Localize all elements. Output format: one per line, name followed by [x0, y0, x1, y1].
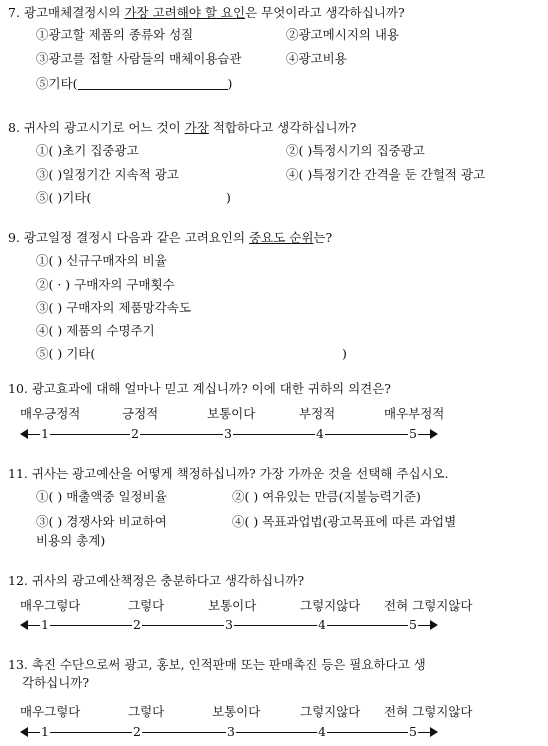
question-10-title: 10. 광고효과에 대해 얼마나 믿고 계십니까? 이에 대한 귀하의 의견은? — [8, 381, 391, 396]
scale-point-4[interactable]: 4 — [318, 724, 326, 739]
question-8-option-2[interactable]: ②( )특정시기의 집중광고 — [286, 143, 425, 158]
left-arrow-icon — [20, 727, 28, 737]
right-arrow-icon — [430, 620, 438, 630]
scale-point-4[interactable]: 4 — [318, 617, 326, 632]
question-9-option-5[interactable]: ⑤( ) 기타( — [36, 346, 96, 361]
scale-point-2[interactable]: 2 — [133, 724, 141, 739]
question-13 — [8, 656, 540, 692]
left-arrow-icon — [20, 429, 28, 439]
question-11-option-1[interactable]: ①( ) 매출액중 일정비율 — [36, 489, 167, 504]
question-11-option-3[interactable]: ③( ) 경쟁사와 비교하여 — [36, 514, 167, 529]
scale-point-2[interactable]: 2 — [133, 617, 141, 632]
question-8-option-5[interactable]: ⑤( )기타( — [36, 190, 92, 205]
scale-label-1: 매우그렇다 — [20, 598, 81, 613]
scale-label-5: 전혀 그렇지않다 — [384, 598, 473, 613]
question-11-title: 11. 귀사는 광고예산을 어떻게 책정하십니까? 가장 가까운 것을 선택해 주십시오. — [8, 466, 449, 481]
question-12-title: 12. 귀사의 광고예산책정은 충분하다고 생각하십니까? — [8, 573, 305, 588]
question-9 — [8, 229, 540, 247]
scale-point-1[interactable]: 1 — [41, 724, 49, 739]
scale-label-4: 그렇지않다 — [300, 598, 361, 613]
question-13-scale-labels — [0, 702, 548, 718]
question-13-title-cont: 각하십니까? — [22, 675, 90, 690]
question-9-option-2[interactable]: ②( · ) 구매자의 구매횟수 — [36, 277, 175, 292]
question-10-scale-labels — [0, 404, 548, 420]
scale-point-3[interactable]: 3 — [227, 724, 235, 739]
question-9-option-3[interactable]: ③( ) 구매자의 제품망각속도 — [36, 300, 191, 315]
question-7-option-1[interactable]: ①광고할 제품의 종류와 성질 — [36, 27, 194, 42]
question-8-title: 8. 귀사의 광고시기로 어느 것이 가장 적합하다고 생각하십니까? — [8, 120, 357, 135]
scale-point-5[interactable]: 5 — [409, 426, 417, 441]
scale-label-3: 보통이다 — [207, 406, 256, 421]
question-9-title: 9. 광고일정 결정시 다음과 같은 고려요인의 중요도 순위는? — [8, 230, 333, 245]
question-9-option-1[interactable]: ①( ) 신규구매자의 비율 — [36, 253, 167, 268]
right-arrow-icon — [430, 727, 438, 737]
question-9-emphasis: 중요도 순위 — [249, 230, 314, 245]
scale-label-5: 전혀 그렇지않다 — [384, 704, 473, 719]
question-13-scale[interactable] — [20, 724, 438, 740]
scale-label-3: 보통이다 — [212, 704, 261, 719]
question-12-scale[interactable] — [20, 617, 438, 633]
question-7-option-2[interactable]: ②광고메시지의 내용 — [286, 27, 400, 42]
question-8-option-4[interactable]: ④( )특정기간 간격을 둔 간헐적 광고 — [286, 167, 486, 182]
question-8-option-3[interactable]: ③( )일정기간 지속적 광고 — [36, 167, 179, 182]
scale-point-5[interactable]: 5 — [409, 724, 417, 739]
scale-label-3: 보통이다 — [208, 598, 257, 613]
scale-label-2: 그렇다 — [128, 704, 165, 719]
question-9-option-5-close: ) — [342, 346, 347, 361]
question-12-scale-labels — [0, 596, 548, 612]
question-7-title: 7. 광고매체결정시의 가장 고려해야 할 요인은 무엇이라고 생각하십니까? — [8, 5, 405, 20]
scale-point-2[interactable]: 2 — [131, 426, 139, 441]
scale-label-2: 그렇다 — [128, 598, 165, 613]
scale-point-3[interactable]: 3 — [224, 426, 232, 441]
question-11-option-4[interactable]: ④( ) 목표과업법(광고목표에 따른 과업별 — [232, 514, 457, 529]
scale-point-1[interactable]: 1 — [41, 426, 49, 441]
scale-label-4: 부정적 — [299, 406, 336, 421]
question-11-option-4-cont: 비용의 총계) — [36, 533, 106, 548]
scale-point-4[interactable]: 4 — [316, 426, 324, 441]
scale-label-4: 그렇지않다 — [300, 704, 361, 719]
scale-point-3[interactable]: 3 — [225, 617, 233, 632]
answer-blank[interactable] — [78, 77, 228, 90]
question-7 — [8, 4, 540, 22]
scale-label-2: 긍정적 — [122, 406, 159, 421]
right-arrow-icon — [430, 429, 438, 439]
question-7-option-5[interactable]: ⑤기타( ) — [36, 76, 233, 91]
question-7-emphasis: 가장 고려해야 할 요인 — [124, 5, 246, 20]
question-8-option-5-close: ) — [226, 190, 231, 205]
question-11 — [8, 465, 540, 483]
question-7-option-4[interactable]: ④광고비용 — [286, 51, 347, 66]
scale-label-1: 매우긍정적 — [20, 406, 81, 421]
scale-label-1: 매우그렇다 — [20, 704, 81, 719]
question-7-option-3[interactable]: ③광고를 접할 사람들의 매체이용습관 — [36, 51, 242, 66]
question-10 — [8, 380, 540, 398]
question-9-option-4[interactable]: ④( ) 제품의 수명주기 — [36, 323, 155, 338]
question-8-option-1[interactable]: ①( )초기 집중광고 — [36, 143, 139, 158]
left-arrow-icon — [20, 620, 28, 630]
question-10-scale[interactable] — [20, 426, 438, 442]
question-8 — [8, 119, 540, 137]
scale-point-1[interactable]: 1 — [41, 617, 49, 632]
question-12 — [8, 572, 540, 590]
question-11-option-2[interactable]: ②( ) 여유있는 만큼(지불능력기준) — [232, 489, 421, 504]
scale-point-5[interactable]: 5 — [409, 617, 417, 632]
question-13-title: 13. 촉진 수단으로써 광고, 홍보, 인적판매 또는 판매촉진 등은 필요하다고 생 — [8, 657, 426, 672]
question-8-emphasis: 가장 — [184, 120, 209, 135]
scale-label-5: 매우부정적 — [384, 406, 445, 421]
